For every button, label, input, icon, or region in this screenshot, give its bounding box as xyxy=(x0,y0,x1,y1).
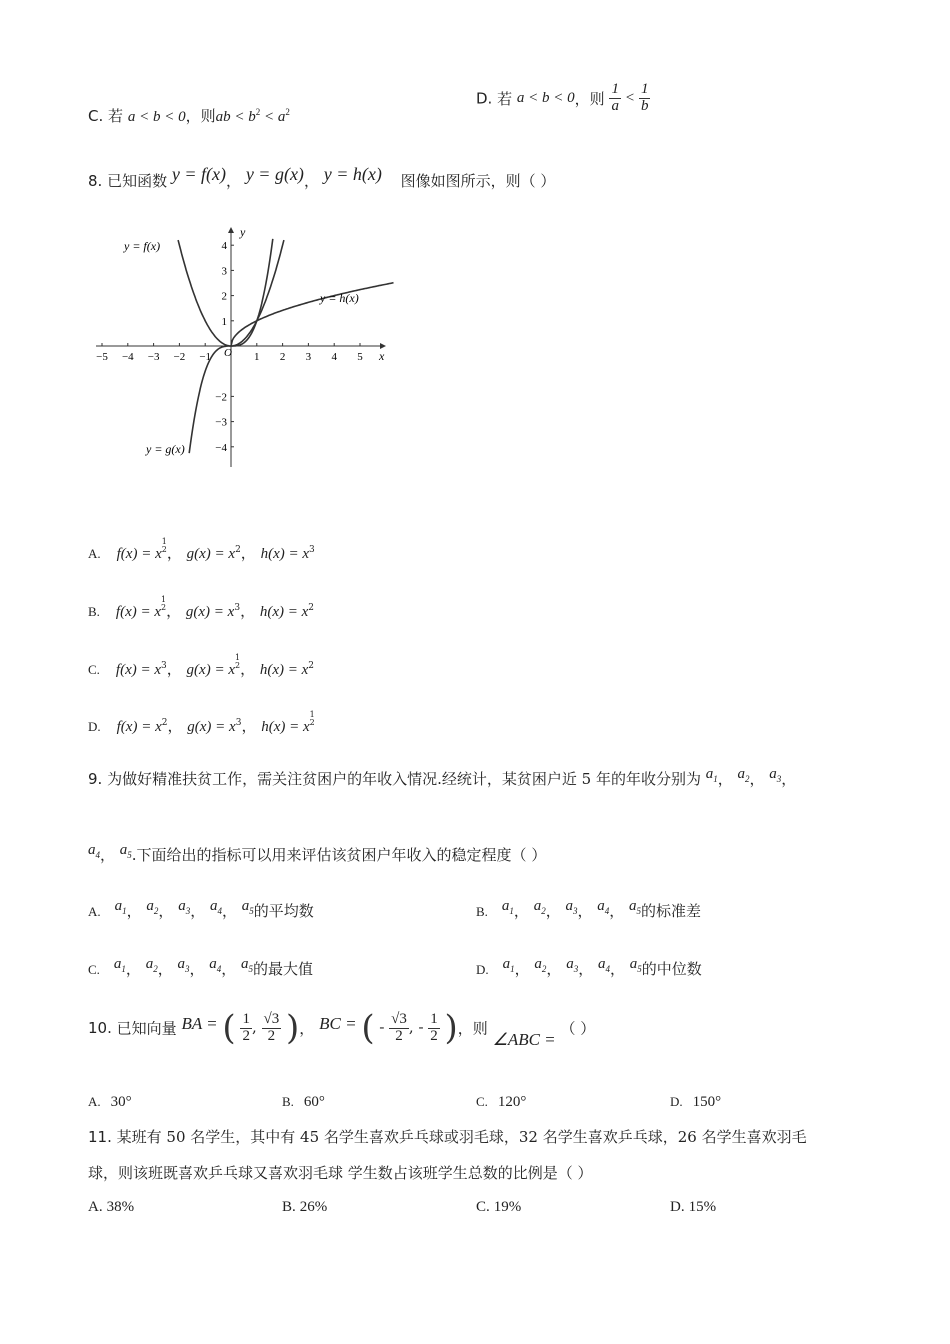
question-text-2: .下面给出的指标可以用来评估该贫困户年收入的稳定程度（ ） xyxy=(131,846,547,864)
q9-stem-line2: $a_4$， $a_5$.下面给出的指标可以用来评估该贫困户年收入的稳定程度（ ） xyxy=(88,842,547,864)
option-label: B. xyxy=(282,1094,294,1109)
option-value: 60° xyxy=(303,1094,325,1110)
g-expr: g(x) = x xyxy=(185,604,235,620)
math-condition: a < b < 0 xyxy=(127,109,186,125)
f-expr: f(x) = x xyxy=(116,719,162,735)
q11-option-c[interactable] xyxy=(476,1197,521,1216)
option-label: A. xyxy=(88,904,101,919)
q9-option-b[interactable]: B. $a_1$， $a_2$， $a_3$， $a_4$， $a_5$的标准差 xyxy=(476,898,702,920)
h-expr: h(x) = x xyxy=(260,546,310,562)
x-axis-label: x xyxy=(379,349,385,363)
separator: ，则 xyxy=(574,89,605,108)
vector-ba: BA = xyxy=(181,1014,218,1033)
var-a1: $a_1$ xyxy=(705,766,718,784)
f-expr: f(x) = x xyxy=(115,604,162,620)
bc-y: $\frac{1}{2}$ xyxy=(430,1010,438,1044)
option-value: 120° xyxy=(497,1094,527,1110)
option-value: 19% xyxy=(493,1199,522,1215)
y-tick-label: 2 xyxy=(221,290,227,303)
option-label: C. xyxy=(476,1199,490,1215)
option-value: 38% xyxy=(106,1199,135,1215)
option-label: B. xyxy=(88,604,100,619)
h-expr: h(x) = x xyxy=(261,719,310,735)
question-tail: 图像如图所示，则（ ） xyxy=(400,172,556,190)
option-label: D. xyxy=(88,719,101,734)
q11-line2 xyxy=(88,1162,593,1183)
option-label: C. xyxy=(88,962,100,977)
x-tick-label: 3 xyxy=(305,351,312,363)
y-tick-label: −2 xyxy=(215,391,227,404)
vector-bc: BC = xyxy=(319,1014,357,1033)
label-f: y = f(x) xyxy=(124,239,161,253)
option-label: A. xyxy=(88,1199,103,1215)
var-a5: $a_5$ xyxy=(119,842,132,860)
option-label: C. xyxy=(476,1094,488,1109)
question-number: 9. xyxy=(88,770,103,788)
ba-x: $\frac{1}{2}$ xyxy=(242,1010,250,1044)
function-f: y = f(x) xyxy=(171,164,227,184)
q7-option-c[interactable]: C. 若 a < b < 0，则ab < $b^2 < a^2$ xyxy=(88,107,290,125)
option-label: A. xyxy=(88,546,101,561)
option-value: 26% xyxy=(299,1199,328,1215)
q11-option-b[interactable] xyxy=(282,1197,327,1216)
option-text: 的标准差 xyxy=(641,902,702,920)
label-g: y = g(x) xyxy=(146,442,185,456)
x-tick-label: −1 xyxy=(199,351,212,363)
q9-option-a[interactable]: A. $a_1$， $a_2$， $a_3$， $a_4$， $a_5$的平均数 xyxy=(88,898,314,920)
h-expr: h(x) = x xyxy=(259,662,309,678)
y-axis-label: y xyxy=(240,225,246,239)
q8-option-a[interactable]: A. f(x) = x 1 2 ， $g(x) = x^2$， $h(x) = x^3$ xyxy=(88,537,315,562)
question-text: 为做好精准扶贫工作，需关注贫困户的年收入情况.经统计，某贫困户近 5 年的年收分别为 xyxy=(107,770,701,788)
q10-option-d[interactable] xyxy=(670,1092,721,1111)
q11-line1 xyxy=(88,1126,807,1147)
q9-stem-line1: 9. 为做好精准扶贫工作，需关注贫困户的年收入情况.经统计，某贫困户近 5 年的年收分别为 $a_1$， $a_2$， $a_3$， xyxy=(88,766,797,788)
y-tick-label: 1 xyxy=(221,315,227,328)
y-tick-label: 3 xyxy=(221,265,227,278)
question-number: 11. xyxy=(88,1128,112,1146)
option-label: D. xyxy=(670,1094,683,1109)
option-label: A. xyxy=(88,1094,101,1109)
option-text: 的中位数 xyxy=(641,960,702,978)
g-expr: g(x) = x xyxy=(187,719,236,735)
q8-option-c[interactable]: C. $f(x) = x^3$， g(x) = x 1 2 ， $h(x) = x^2$ xyxy=(88,653,315,678)
q8-stem xyxy=(88,164,556,191)
x-tick-label: −3 xyxy=(147,351,160,363)
comma: ， xyxy=(303,172,319,190)
comma: ， xyxy=(226,172,242,190)
option-value: 30° xyxy=(110,1094,132,1110)
angle-abc: ∠ABC = xyxy=(492,1030,556,1049)
function-h: y = h(x) xyxy=(323,164,382,184)
x-tick-label: 1 xyxy=(254,351,260,363)
y-tick-label: −3 xyxy=(215,416,227,429)
question-text: 已知向量 xyxy=(116,1019,177,1038)
bc-x: $\frac{√3}{2}$ xyxy=(391,1010,407,1044)
question-text: 某班有 50 名学生，其中有 45 名学生喜欢乒乓球或羽毛球，32 名学生喜欢乒乓球，26 名学生喜欢羽毛 xyxy=(116,1128,807,1146)
option-text: 若 xyxy=(108,107,124,125)
q8-option-d[interactable]: D. $f(x) = x^2$， $g(x) = x^3$， h(x) = x 1 2 xyxy=(88,710,315,735)
math-condition: a < b < 0 xyxy=(516,89,575,106)
option-text: 的最大值 xyxy=(253,960,314,978)
q8-option-b[interactable]: B. f(x) = x 1 2 ， $g(x) = x^3$， $h(x) = x^2$ xyxy=(88,595,315,620)
x-tick-label: 4 xyxy=(331,351,337,363)
option-label: D. xyxy=(476,89,493,108)
math-part-b: < a xyxy=(260,109,286,125)
q11-option-d[interactable] xyxy=(670,1197,716,1216)
function-g: y = g(x) xyxy=(245,164,304,184)
fraction-1-over-b: $\frac{1}{b}$ xyxy=(640,81,649,114)
f-expr: f(x) = x xyxy=(116,546,162,562)
origin-label: O xyxy=(224,347,232,359)
h-expr: h(x) = x xyxy=(259,604,309,620)
curve-h xyxy=(231,283,394,346)
q7-option-d[interactable] xyxy=(476,82,650,115)
ba-y: $\frac{√3}{2}$ xyxy=(263,1010,280,1044)
q9-option-d[interactable]: D. $a_1$， $a_2$， $a_3$， $a_4$， $a_5$的中位数 xyxy=(476,956,702,978)
y-tick-label: −4 xyxy=(215,441,227,454)
answer-paren: （ ） xyxy=(560,1019,596,1038)
option-label: D. xyxy=(670,1199,685,1215)
y-tick-label: 4 xyxy=(221,240,227,253)
question-text-2: 球，则该班既喜欢乒乓球又喜欢羽毛球 学生数占该班学生总数的比例是（ ） xyxy=(88,1164,593,1182)
option-label: B. xyxy=(476,904,488,919)
x-tick-label: −5 xyxy=(96,351,108,363)
option-label: B. xyxy=(282,1199,296,1215)
g-expr: g(x) = x xyxy=(186,546,236,562)
option-label: C. xyxy=(88,662,100,677)
function-graph xyxy=(90,222,410,472)
var-a3: $a_3$ xyxy=(769,766,782,784)
question-number: 10. xyxy=(88,1019,112,1037)
then-text: ，则 xyxy=(457,1019,488,1038)
option-text: 若 xyxy=(497,89,513,108)
x-tick-label: 2 xyxy=(279,351,286,363)
math-part-a: ab < b xyxy=(215,109,256,125)
x-tick-label: −2 xyxy=(173,351,186,363)
option-text: 的平均数 xyxy=(253,902,314,920)
q10-stem: 10. 已知向量 BA = ( $\frac{1}{2}$ , $\frac{√3}{2}$ )， BC = ( - $\frac{√3}{2}$ , - $\frac{1}{2}$ )，则 ∠ABC = （ ） xyxy=(88,1008,596,1049)
x-tick-label: −4 xyxy=(121,351,134,363)
x-tick-label: 5 xyxy=(357,351,363,363)
f-expr: f(x) = x xyxy=(115,662,162,678)
q9-option-c[interactable]: C. $a_1$， $a_2$， $a_3$， $a_4$， $a_5$的最大值 xyxy=(88,956,314,978)
option-label: D. xyxy=(476,962,489,977)
q10-option-b[interactable] xyxy=(282,1092,325,1111)
q11-option-a[interactable] xyxy=(88,1197,134,1216)
question-text: 已知函数 xyxy=(107,172,168,190)
g-expr: g(x) = x xyxy=(186,662,235,678)
var-a4: $a_4$ xyxy=(88,842,100,860)
var-a2: $a_2$ xyxy=(737,766,750,784)
fraction-1-over-a: $\frac{1}{a}$ xyxy=(611,81,619,114)
less-than: < xyxy=(625,89,635,106)
option-value: 150° xyxy=(692,1094,722,1110)
q10-option-a[interactable] xyxy=(88,1092,132,1111)
option-label: C. xyxy=(88,107,104,125)
question-number: 8. xyxy=(88,172,103,190)
label-h: y = h(x) xyxy=(320,291,359,305)
q10-option-c[interactable] xyxy=(476,1092,526,1111)
option-value: 15% xyxy=(688,1199,717,1215)
separator: ，则 xyxy=(185,107,216,125)
